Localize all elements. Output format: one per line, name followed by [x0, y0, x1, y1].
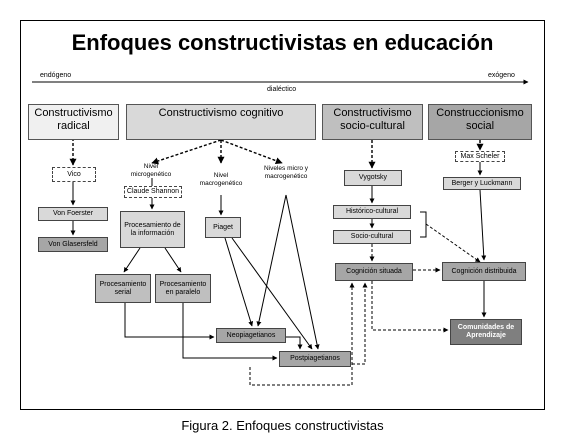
arrow-post-situada-b — [352, 283, 365, 364]
node-piaget: Piaget — [205, 217, 241, 238]
node-vygotsky: Vygotsky — [344, 170, 402, 186]
header-cognitivo: Constructivismo cognitivo — [126, 104, 316, 140]
header-social: Construccionismo social — [428, 104, 532, 140]
node-comunidades-aprendizaje: Comunidades de Aprendizaje — [450, 319, 522, 345]
label-niveles-micro-macro: Niveles micro y macrogenético — [263, 165, 309, 180]
axis-label-endogeno: endógeno — [40, 72, 72, 79]
node-socio-cultural: Socio-cultural — [333, 230, 411, 244]
arrow-situada-comunidades — [372, 281, 448, 330]
node-historico-cultural: Histórico-cultural — [333, 205, 411, 219]
node-vico: Vico — [52, 167, 96, 182]
node-claude-shannon: Claude Shannon — [124, 186, 182, 198]
node-berger-luckmann: Berger y Luckmann — [443, 177, 521, 190]
arrow-serial-neo — [125, 303, 214, 337]
node-von-foerster: Von Foerster — [38, 207, 108, 221]
node-cognicion-situada: Cognición situada — [335, 263, 413, 281]
bracket-vyg — [420, 212, 426, 237]
node-procesamiento: Procesamiento de la información — [120, 211, 185, 248]
node-procesamiento-serial: Procesamiento serial — [95, 274, 151, 303]
arrow-proc-paralelo — [165, 248, 181, 272]
node-procesamiento-paralelo: Procesamiento en paralelo — [155, 274, 211, 303]
node-max-scheler: Max Scheler — [455, 151, 505, 162]
node-neopiagetianos: Neopiagetianos — [216, 328, 286, 343]
arrow-neo-post — [286, 337, 300, 349]
header-radical: Constructivismo radical — [28, 104, 119, 140]
diagram-title: Enfoques constructivistas en educación — [71, 30, 494, 55]
header-sociocultural: Constructivismo socio-cultural — [322, 104, 423, 140]
axis-label-dialectico: dialéctico — [267, 86, 297, 93]
arrow-mm-post — [286, 195, 318, 349]
arrow-cog-micro — [152, 140, 221, 163]
arrow-proc-serial — [124, 248, 140, 272]
arrow-bracket-distribuida — [426, 224, 480, 262]
arrow-cog-microymacro — [221, 140, 282, 163]
arrow-piaget-neo — [225, 238, 252, 326]
node-postpiagetianos: Postpiagetianos — [279, 351, 351, 367]
label-nivel-micro: Nivel microgenético — [130, 163, 172, 178]
label-nivel-macro: Nivel macrogenético — [199, 172, 243, 187]
arrow-berger-distribuida — [480, 190, 484, 260]
figure-caption: Figura 2. Enfoques constructivistas — [181, 418, 384, 433]
node-cognicion-distribuida: Cognición distribuida — [442, 262, 526, 281]
node-von-glasersfeld: Von Glasersfeld — [38, 237, 108, 252]
axis-label-exogeno: exógeno — [488, 72, 515, 79]
